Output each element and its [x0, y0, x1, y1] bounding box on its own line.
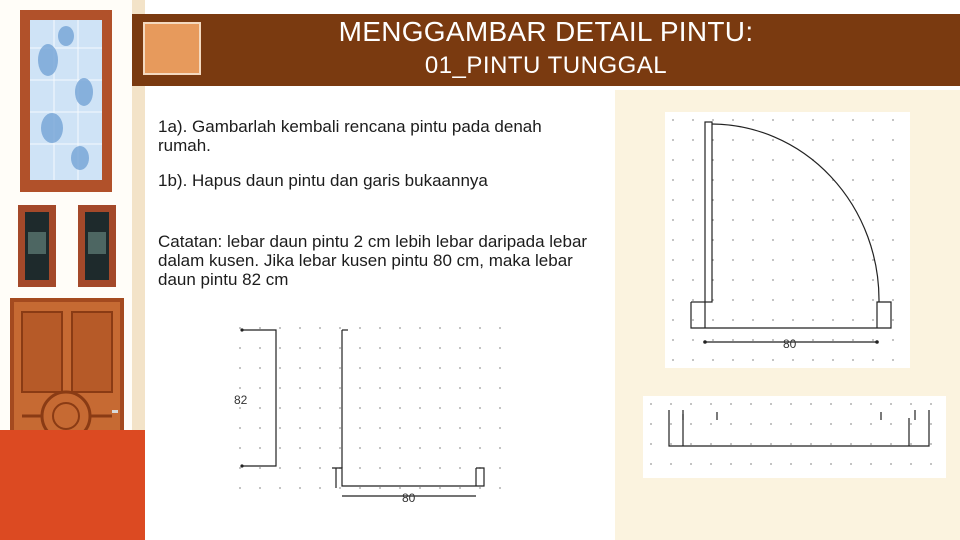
leaf-width-label: 80 — [402, 491, 416, 502]
grid-dots — [239, 327, 501, 489]
note-label: Catatan — [158, 232, 218, 251]
leaf-height-label: 82 — [234, 393, 248, 407]
plan-dimension-label: 80 — [783, 337, 797, 351]
door-plan-drawing — [665, 112, 910, 368]
page-subtitle: 01_PINTU TUNGGAL — [424, 52, 668, 79]
note-text: : lebar daun pintu 2 cm lebih lebar daripada lebar dalam kusen. Jika lebar kusen pintu 80 cm, maka lebar daun pintu 82 cm — [158, 232, 588, 289]
accent-block — [0, 430, 145, 540]
door-leaf-drawing — [232, 320, 502, 502]
frame-section-drawing — [643, 396, 946, 478]
grid-dots — [650, 403, 932, 465]
instruction-1b: 1b). Hapus daun pintu dan garis bukaannya — [158, 171, 488, 190]
note-paragraph — [158, 232, 598, 289]
page-title: MENGGAMBAR DETAIL PINTU: — [338, 16, 754, 47]
instruction-1a: 1a). Gambarlah kembali rencana pintu pada denah rumah. — [158, 117, 542, 155]
